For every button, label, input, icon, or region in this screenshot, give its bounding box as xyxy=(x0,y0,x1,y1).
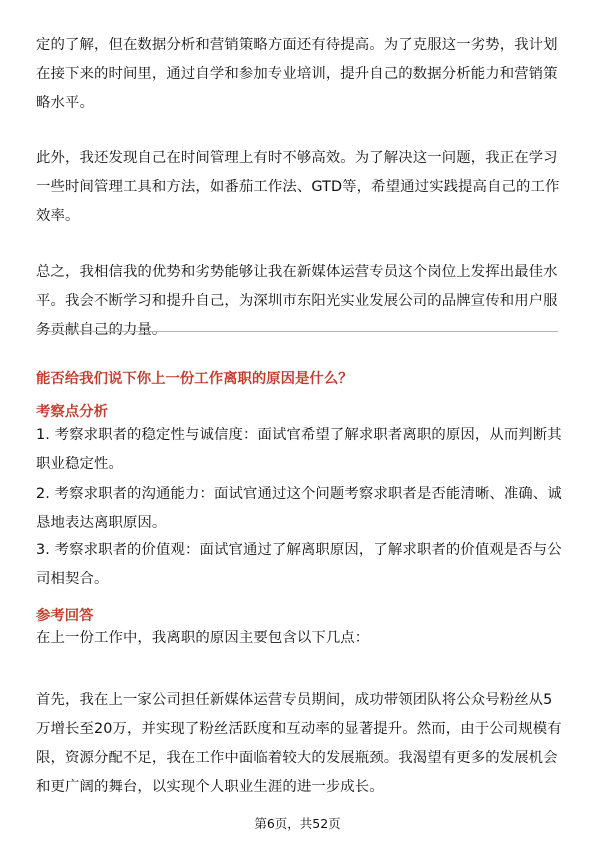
analysis-line: 职业稳定性。 xyxy=(36,456,123,472)
paragraph-line: 效率。 xyxy=(36,208,80,224)
paragraph-line: 定的了解，但在数据分析和营销策略方面还有待提高。为了克服这一劣势，我计划 xyxy=(36,37,558,53)
analysis-line: 恳地表达离职原因。 xyxy=(36,515,167,531)
answer-line: 限，资源分配不足，我在工作中面临着较大的发展瓶颈。我渴望有更多的发展机会 xyxy=(36,750,558,766)
answer-intro-line: 在上一份工作中，我离职的原因主要包含以下几点： xyxy=(36,630,370,646)
question-heading: 能否给我们说下你上一份工作离职的原因是什么？ xyxy=(36,371,353,387)
paragraph-line: 此外，我还发现自己在时间管理上有时不够高效。为了解决这一问题，我正在学习 xyxy=(36,150,558,166)
analysis-line: 3. 考察求职者的价值观：面试官通过了解离职原因，了解求职者的价值观是否与公 xyxy=(36,542,562,558)
intro-paragraph-2 xyxy=(36,144,562,231)
section-divider xyxy=(36,331,558,332)
analysis-heading: 考察点分析 xyxy=(36,404,108,420)
paragraph-line: 务贡献自己的力量。 xyxy=(36,322,167,338)
page-number-footer: 第6页，共52页 xyxy=(254,816,341,831)
analysis-line: 1. 考察求职者的稳定性与诚信度：面试官希望了解求职者离职的原因，从而判断其 xyxy=(36,427,562,443)
paragraph-line: 略水平。 xyxy=(36,95,94,111)
paragraph-line: 一些时间管理工具和方法，如番茄工作法、GTD等，希望通过实践提高自己的工作 xyxy=(36,179,560,195)
intro-paragraph-1 xyxy=(36,31,562,118)
paragraph-line: 总之，我相信我的优势和劣势能够让我在新媒体运营专员这个岗位上发挥出最佳水 xyxy=(36,264,558,280)
answer-heading: 参考回答 xyxy=(36,608,94,624)
analysis-item-3 xyxy=(36,536,562,594)
analysis-line: 司相契合。 xyxy=(36,571,109,587)
answer-intro xyxy=(36,624,562,653)
answer-paragraph-1 xyxy=(36,686,562,802)
paragraph-line: 在接下来的时间里，通过自学和参加专业培训，提升自己的数据分析能力和营销策 xyxy=(36,66,558,82)
answer-line: 首先，我在上一家公司担任新媒体运营专员期间，成功带领团队将公众号粉丝从5 xyxy=(36,692,553,708)
answer-line: 和更广阔的舞台，以实现个人职业生涯的进一步成长。 xyxy=(36,779,384,795)
answer-line: 万增长至20万，并实现了粉丝活跃度和互动率的显著提升。然而，由于公司规模有 xyxy=(36,721,562,737)
paragraph-line: 平。我会不断学习和提升自己，为深圳市东阳光实业发展公司的品牌宣传和用户服 xyxy=(36,293,558,309)
analysis-item-2 xyxy=(36,480,562,538)
analysis-line: 2. 考察求职者的沟通能力：面试官通过这个问题考察求职者是否能清晰、准确、诚 xyxy=(36,486,562,502)
analysis-item-1 xyxy=(36,421,562,479)
